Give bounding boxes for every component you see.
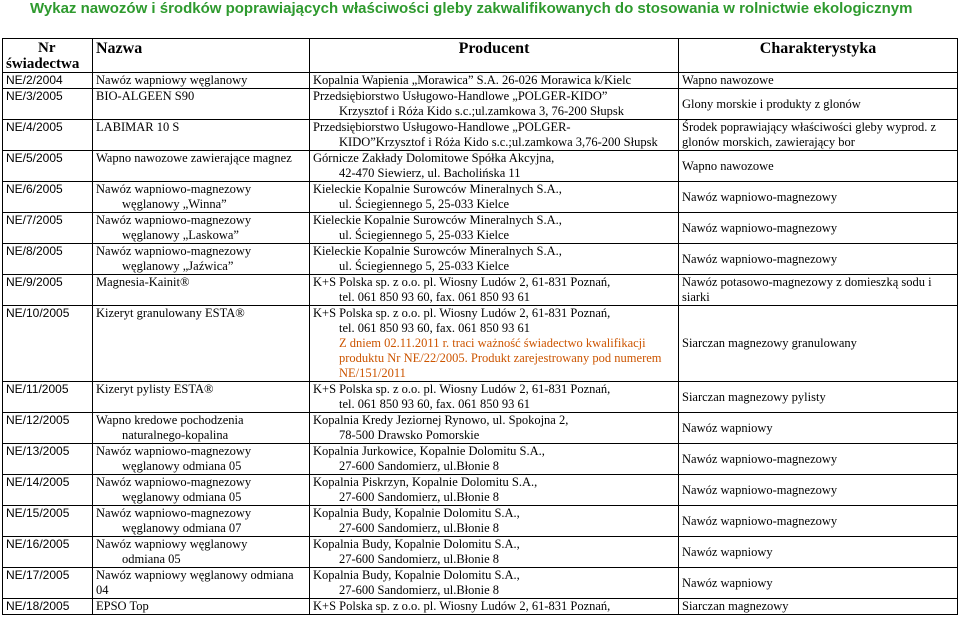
producer-line: Kopalnia Wapienia „Morawica” S.A. 26-026 Morawica k/Kielc [313, 73, 632, 87]
characteristic-cell: Nawóz wapniowy [679, 413, 958, 444]
product-name-line: węglanowy odmiana 07 [122, 521, 242, 535]
producer-cell [310, 382, 679, 413]
header-producer: Producent [310, 39, 679, 73]
producer-line: Górnicze Zakłady Dolomitowe Spółka Akcyjna, [313, 151, 555, 165]
product-name-line: naturalnego-kopalina [122, 428, 229, 442]
product-name-cell [93, 275, 310, 306]
producer-line: Przedsiębiorstwo Usługowo-Handlowe „POLGER- [313, 120, 571, 134]
characteristic-cell: Wapno nawozowe [679, 73, 958, 89]
producer-line: ul. Ściegiennego 5, 25-033 Kielce [339, 228, 510, 242]
table-row [3, 537, 958, 568]
producer-line: Kieleckie Kopalnie Surowców Mineralnych S.A., [313, 213, 562, 227]
table-row [3, 444, 958, 475]
product-name-line: węglanowy „Winna” [122, 197, 227, 211]
certificate-number-cell: NE/16/2005 [3, 537, 93, 568]
characteristic-cell: Nawóz wapniowo-magnezowy [679, 475, 958, 506]
producer-line: tel. 061 850 93 60, fax. 061 850 93 61 [339, 321, 530, 335]
product-name-cell [93, 120, 310, 151]
characteristic-cell: Nawóz wapniowy [679, 568, 958, 599]
validity-note-line: NE/151/2011 [339, 366, 406, 380]
table-row [3, 475, 958, 506]
table-row [3, 306, 958, 382]
producer-cell [310, 444, 679, 475]
certificate-number-cell: NE/2/2004 [3, 73, 93, 89]
characteristic-cell: Glony morskie i produkty z glonów [679, 89, 958, 120]
product-name-line: węglanowy odmiana 05 [122, 490, 242, 504]
producer-line: 42-470 Siewierz, ul. Bacholińska 11 [339, 166, 521, 180]
header-certificate-number: Nr świadectwa [3, 39, 93, 73]
table-row [3, 213, 958, 244]
characteristic-cell: Nawóz wapniowo-magnezowy [679, 213, 958, 244]
product-name-line: Nawóz wapniowy węglanowy odmiana [96, 568, 294, 582]
certificate-number-cell: NE/17/2005 [3, 568, 93, 599]
producer-cell [310, 413, 679, 444]
producer-line: Kopalnia Piskrzyn, Kopalnie Dolomitu S.A., [313, 475, 538, 489]
product-name-cell [93, 182, 310, 213]
product-name-line: Wapno kredowe pochodzenia [96, 413, 244, 427]
producer-line: tel. 061 850 93 60, fax. 061 850 93 61 [339, 397, 530, 411]
product-name-line: LABIMAR 10 S [96, 120, 180, 134]
certificate-number-cell: NE/7/2005 [3, 213, 93, 244]
table-row [3, 275, 958, 306]
product-name-line: Magnesia-Kainit® [96, 275, 190, 289]
product-name-cell [93, 151, 310, 182]
product-name-cell [93, 382, 310, 413]
product-name-cell [93, 73, 310, 89]
producer-line: Kieleckie Kopalnie Surowców Mineralnych S.A., [313, 244, 562, 258]
product-name-line: węglanowy odmiana 05 [122, 459, 242, 473]
certificate-number-cell: NE/12/2005 [3, 413, 93, 444]
producer-line: 27-600 Sandomierz, ul.Błonie 8 [339, 459, 500, 473]
table-row [3, 120, 958, 151]
certificate-number-cell: NE/18/2005 [3, 599, 93, 615]
characteristic-cell: Nawóz wapniowo-magnezowy [679, 444, 958, 475]
table-row [3, 413, 958, 444]
table-row [3, 599, 958, 615]
producer-cell [310, 506, 679, 537]
producer-line: 78-500 Drawsko Pomorskie [339, 428, 480, 442]
characteristic-cell: Nawóz potasowo-magnezowy z domieszką sodu i siarki [679, 275, 958, 306]
header-characteristic: Charakterystyka [679, 39, 958, 73]
product-name-line: Nawóz wapniowy węglanowy [96, 73, 248, 87]
certificate-number-cell: NE/15/2005 [3, 506, 93, 537]
product-name-line: Kizeryt granulowany ESTA® [96, 306, 245, 320]
product-name-line: odmiana 05 [122, 552, 181, 566]
product-name-line: Wapno nawozowe zawierające magnez [96, 151, 292, 165]
characteristic-cell: Siarczan magnezowy [679, 599, 958, 615]
table-row [3, 182, 958, 213]
product-name-line: węglanowy „Laskowa” [122, 228, 239, 242]
fertilizer-register-table [2, 38, 958, 615]
producer-cell [310, 275, 679, 306]
validity-note-line: produktu Nr NE/22/2005. Produkt zarejestrowany pod numerem [339, 351, 662, 365]
producer-line: ul. Ściegiennego 5, 25-033 Kielce [339, 259, 510, 273]
producer-cell [310, 475, 679, 506]
product-name-cell [93, 244, 310, 275]
table-row [3, 89, 958, 120]
certificate-number-cell: NE/11/2005 [3, 382, 93, 413]
product-name-cell [93, 413, 310, 444]
producer-line: ul. Ściegiennego 5, 25-033 Kielce [339, 197, 510, 211]
page-title: Wykaz nawozów i środków poprawiających właściwości gleby zakwalifikowanych do stosowania w rolnictwie ekologicznym [30, 0, 913, 17]
product-name-cell [93, 475, 310, 506]
validity-note-line: Z dniem 02.11.2011 r. traci ważność świadectwo kwalifikacji [339, 336, 646, 350]
product-name-cell [93, 568, 310, 599]
producer-line: K+S Polska sp. z o.o. pl. Wiosny Ludów 2, 61-831 Poznań, [313, 306, 611, 320]
characteristic-cell: Nawóz wapniowo-magnezowy [679, 506, 958, 537]
certificate-number-cell: NE/4/2005 [3, 120, 93, 151]
characteristic-cell: Nawóz wapniowy [679, 537, 958, 568]
certificate-number-cell: NE/5/2005 [3, 151, 93, 182]
producer-cell [310, 182, 679, 213]
product-name-cell [93, 444, 310, 475]
characteristic-cell: Siarczan magnezowy granulowany [679, 306, 958, 382]
certificate-number-cell: NE/6/2005 [3, 182, 93, 213]
product-name-cell [93, 599, 310, 615]
producer-line: Kopalnia Kredy Jeziornej Rynowo, ul. Spokojna 2, [313, 413, 569, 427]
producer-cell [310, 537, 679, 568]
producer-cell [310, 73, 679, 89]
producer-cell [310, 89, 679, 120]
table-row [3, 73, 958, 89]
producer-line: K+S Polska sp. z o.o. pl. Wiosny Ludów 2, 61-831 Poznań, [313, 599, 611, 613]
certificate-number-cell: NE/3/2005 [3, 89, 93, 120]
producer-line: Przedsiębiorstwo Usługowo-Handlowe „POLGER-KIDO” [313, 89, 608, 103]
product-name-line: EPSO Top [96, 599, 149, 613]
table-row [3, 382, 958, 413]
producer-line: Kieleckie Kopalnie Surowców Mineralnych S.A., [313, 182, 562, 196]
producer-cell [310, 151, 679, 182]
product-name-cell [93, 306, 310, 382]
producer-line: Kopalnia Jurkowice, Kopalnie Dolomitu S.A., [313, 444, 545, 458]
product-name-line: 04 [96, 583, 109, 597]
characteristic-cell: Nawóz wapniowo-magnezowy [679, 182, 958, 213]
producer-line: KIDO”Krzysztof i Róża Kido s.c.;ul.zamkowa 3,76-200 Słupsk [339, 135, 658, 149]
product-name-cell [93, 213, 310, 244]
product-name-line: Nawóz wapniowo-magnezowy [96, 244, 252, 258]
table-row [3, 506, 958, 537]
producer-cell [310, 599, 679, 615]
producer-cell [310, 568, 679, 599]
producer-line: K+S Polska sp. z o.o. pl. Wiosny Ludów 2, 61-831 Poznań, [313, 275, 611, 289]
certificate-number-cell: NE/9/2005 [3, 275, 93, 306]
characteristic-cell: Środek poprawiający właściwości gleby wyprod. z glonów morskich, zawierający bor [679, 120, 958, 151]
producer-cell [310, 120, 679, 151]
producer-line: Kopalnia Budy, Kopalnie Dolomitu S.A., [313, 568, 520, 582]
producer-cell [310, 213, 679, 244]
product-name-line: Nawóz wapniowo-magnezowy [96, 182, 252, 196]
producer-line: Kopalnia Budy, Kopalnie Dolomitu S.A., [313, 537, 520, 551]
table-row [3, 151, 958, 182]
certificate-number-cell: NE/14/2005 [3, 475, 93, 506]
producer-line: Kopalnia Budy, Kopalnie Dolomitu S.A., [313, 506, 520, 520]
product-name-cell [93, 89, 310, 120]
producer-line: Krzysztof i Róża Kido s.c.;ul.zamkowa 3, 76-200 Słupsk [339, 104, 625, 118]
product-name-cell [93, 506, 310, 537]
producer-cell [310, 244, 679, 275]
table-row [3, 568, 958, 599]
producer-line: 27-600 Sandomierz, ul.Błonie 8 [339, 583, 500, 597]
table-header-row [3, 39, 958, 73]
producer-line: tel. 061 850 93 60, fax. 061 850 93 61 [339, 290, 530, 304]
producer-line: 27-600 Sandomierz, ul.Błonie 8 [339, 490, 500, 504]
producer-line: K+S Polska sp. z o.o. pl. Wiosny Ludów 2, 61-831 Poznań, [313, 382, 611, 396]
producer-line: 27-600 Sandomierz, ul.Błonie 8 [339, 552, 500, 566]
product-name-cell [93, 537, 310, 568]
product-name-line: Nawóz wapniowo-magnezowy [96, 475, 252, 489]
product-name-line: Nawóz wapniowo-magnezowy [96, 506, 252, 520]
characteristic-cell: Wapno nawozowe [679, 151, 958, 182]
product-name-line: węglanowy „Jaźwica” [122, 259, 234, 273]
header-name: Nazwa [93, 39, 310, 73]
certificate-number-cell: NE/13/2005 [3, 444, 93, 475]
producer-cell [310, 306, 679, 382]
certificate-number-cell: NE/8/2005 [3, 244, 93, 275]
table-row [3, 244, 958, 275]
characteristic-cell: Siarczan magnezowy pylisty [679, 382, 958, 413]
certificate-number-cell: NE/10/2005 [3, 306, 93, 382]
characteristic-cell: Nawóz wapniowo-magnezowy [679, 244, 958, 275]
product-name-line: Nawóz wapniowo-magnezowy [96, 213, 252, 227]
producer-line: 27-600 Sandomierz, ul.Błonie 8 [339, 521, 500, 535]
product-name-line: Nawóz wapniowy węglanowy [96, 537, 248, 551]
product-name-line: Nawóz wapniowo-magnezowy [96, 444, 252, 458]
product-name-line: BIO-ALGEEN S90 [96, 89, 195, 103]
product-name-line: Kizeryt pylisty ESTA® [96, 382, 214, 396]
